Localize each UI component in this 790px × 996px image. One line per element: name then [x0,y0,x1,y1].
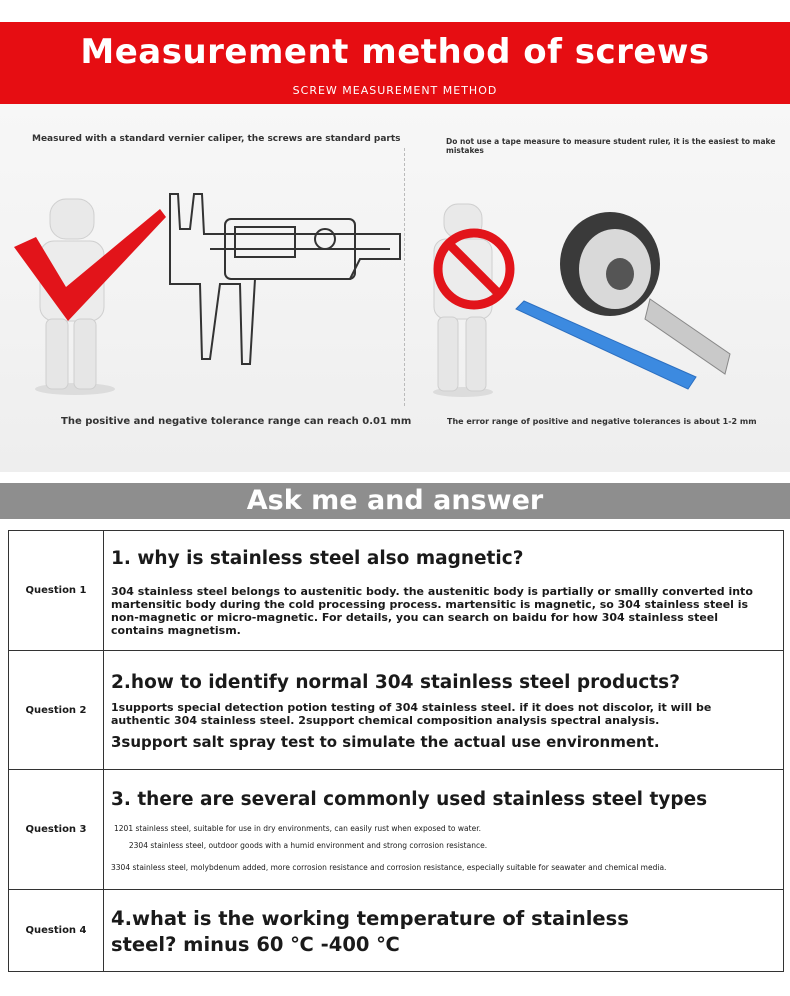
page-title: Measurement method of screws [80,32,710,72]
answer-text: 1supports special detection potion testing of 304 stainless steel. if it does not discolor, it will be authentic 304 stainless steel. 2support chemical composition analysis spectral analysis. [111,701,712,727]
table-row [9,890,784,972]
list-item: 3304 stainless steel, molybdenum added, more corrosion resistance and corrosion resistance, especially suitable for seawater and chemical media. [111,863,667,872]
header-banner [0,22,790,104]
figure-checkmark-icon [10,189,170,399]
question-heading: 4.what is the working temperature of stainless steel? minus 60 ℃ -400 ℃ [111,906,629,956]
table-row [9,651,784,770]
table-row [9,531,784,651]
answer-cell [104,770,784,890]
answer-cell [104,890,784,972]
illustration-divider [404,148,405,406]
qa-table [8,530,784,972]
question-label: Question 4 [9,890,104,972]
left-top-caption: Measured with a standard vernier caliper, the screws are standard parts [32,134,401,144]
measurement-illustration [0,104,790,472]
vernier-caliper-icon [150,189,405,369]
answer-cell [104,531,784,651]
question-label: Question 2 [9,651,104,770]
answer-cell [104,651,784,770]
qa-title: Ask me and answer [0,483,790,519]
page-subtitle: SCREW MEASUREMENT METHOD [292,84,498,97]
question-heading: 3. there are several commonly used stainless steel types [111,789,708,810]
table-row [9,770,784,890]
left-bottom-caption: The positive and negative tolerance range can reach 0.01 mm [61,416,412,427]
answer-extra: 3support salt spray test to simulate the actual use environment. [111,733,660,751]
list-item: 2304 stainless steel, outdoor goods with a humid environment and strong corrosion resistance. [128,841,488,850]
question-heading: 2.how to identify normal 304 stainless steel products? [111,672,680,693]
list-item: 1201 stainless steel, suitable for use in dry environments, can easily rust when exposed to water. [114,824,481,833]
question-heading: 1. why is stainless steel also magnetic? [111,547,524,569]
ruler-icon [510,299,700,399]
question-label: Question 3 [9,770,104,890]
right-bottom-caption: The error range of positive and negative tolerances is about 1-2 mm [447,417,757,426]
question-label: Question 1 [9,531,104,651]
answer-text: 304 stainless steel belongs to austenitic body. the austenitic body is partially or smallly converted into martensitic body during the cold processing process. martensitic is magnetic, so 304 stainless steel is non-magnetic or micro-magnetic. For details, you can search on baidu for how 304 stainless steel contains magnetism. [111,584,753,637]
right-top-caption: Do not use a tape measure to measure student ruler, it is the easiest to make mistakes [446,137,776,155]
